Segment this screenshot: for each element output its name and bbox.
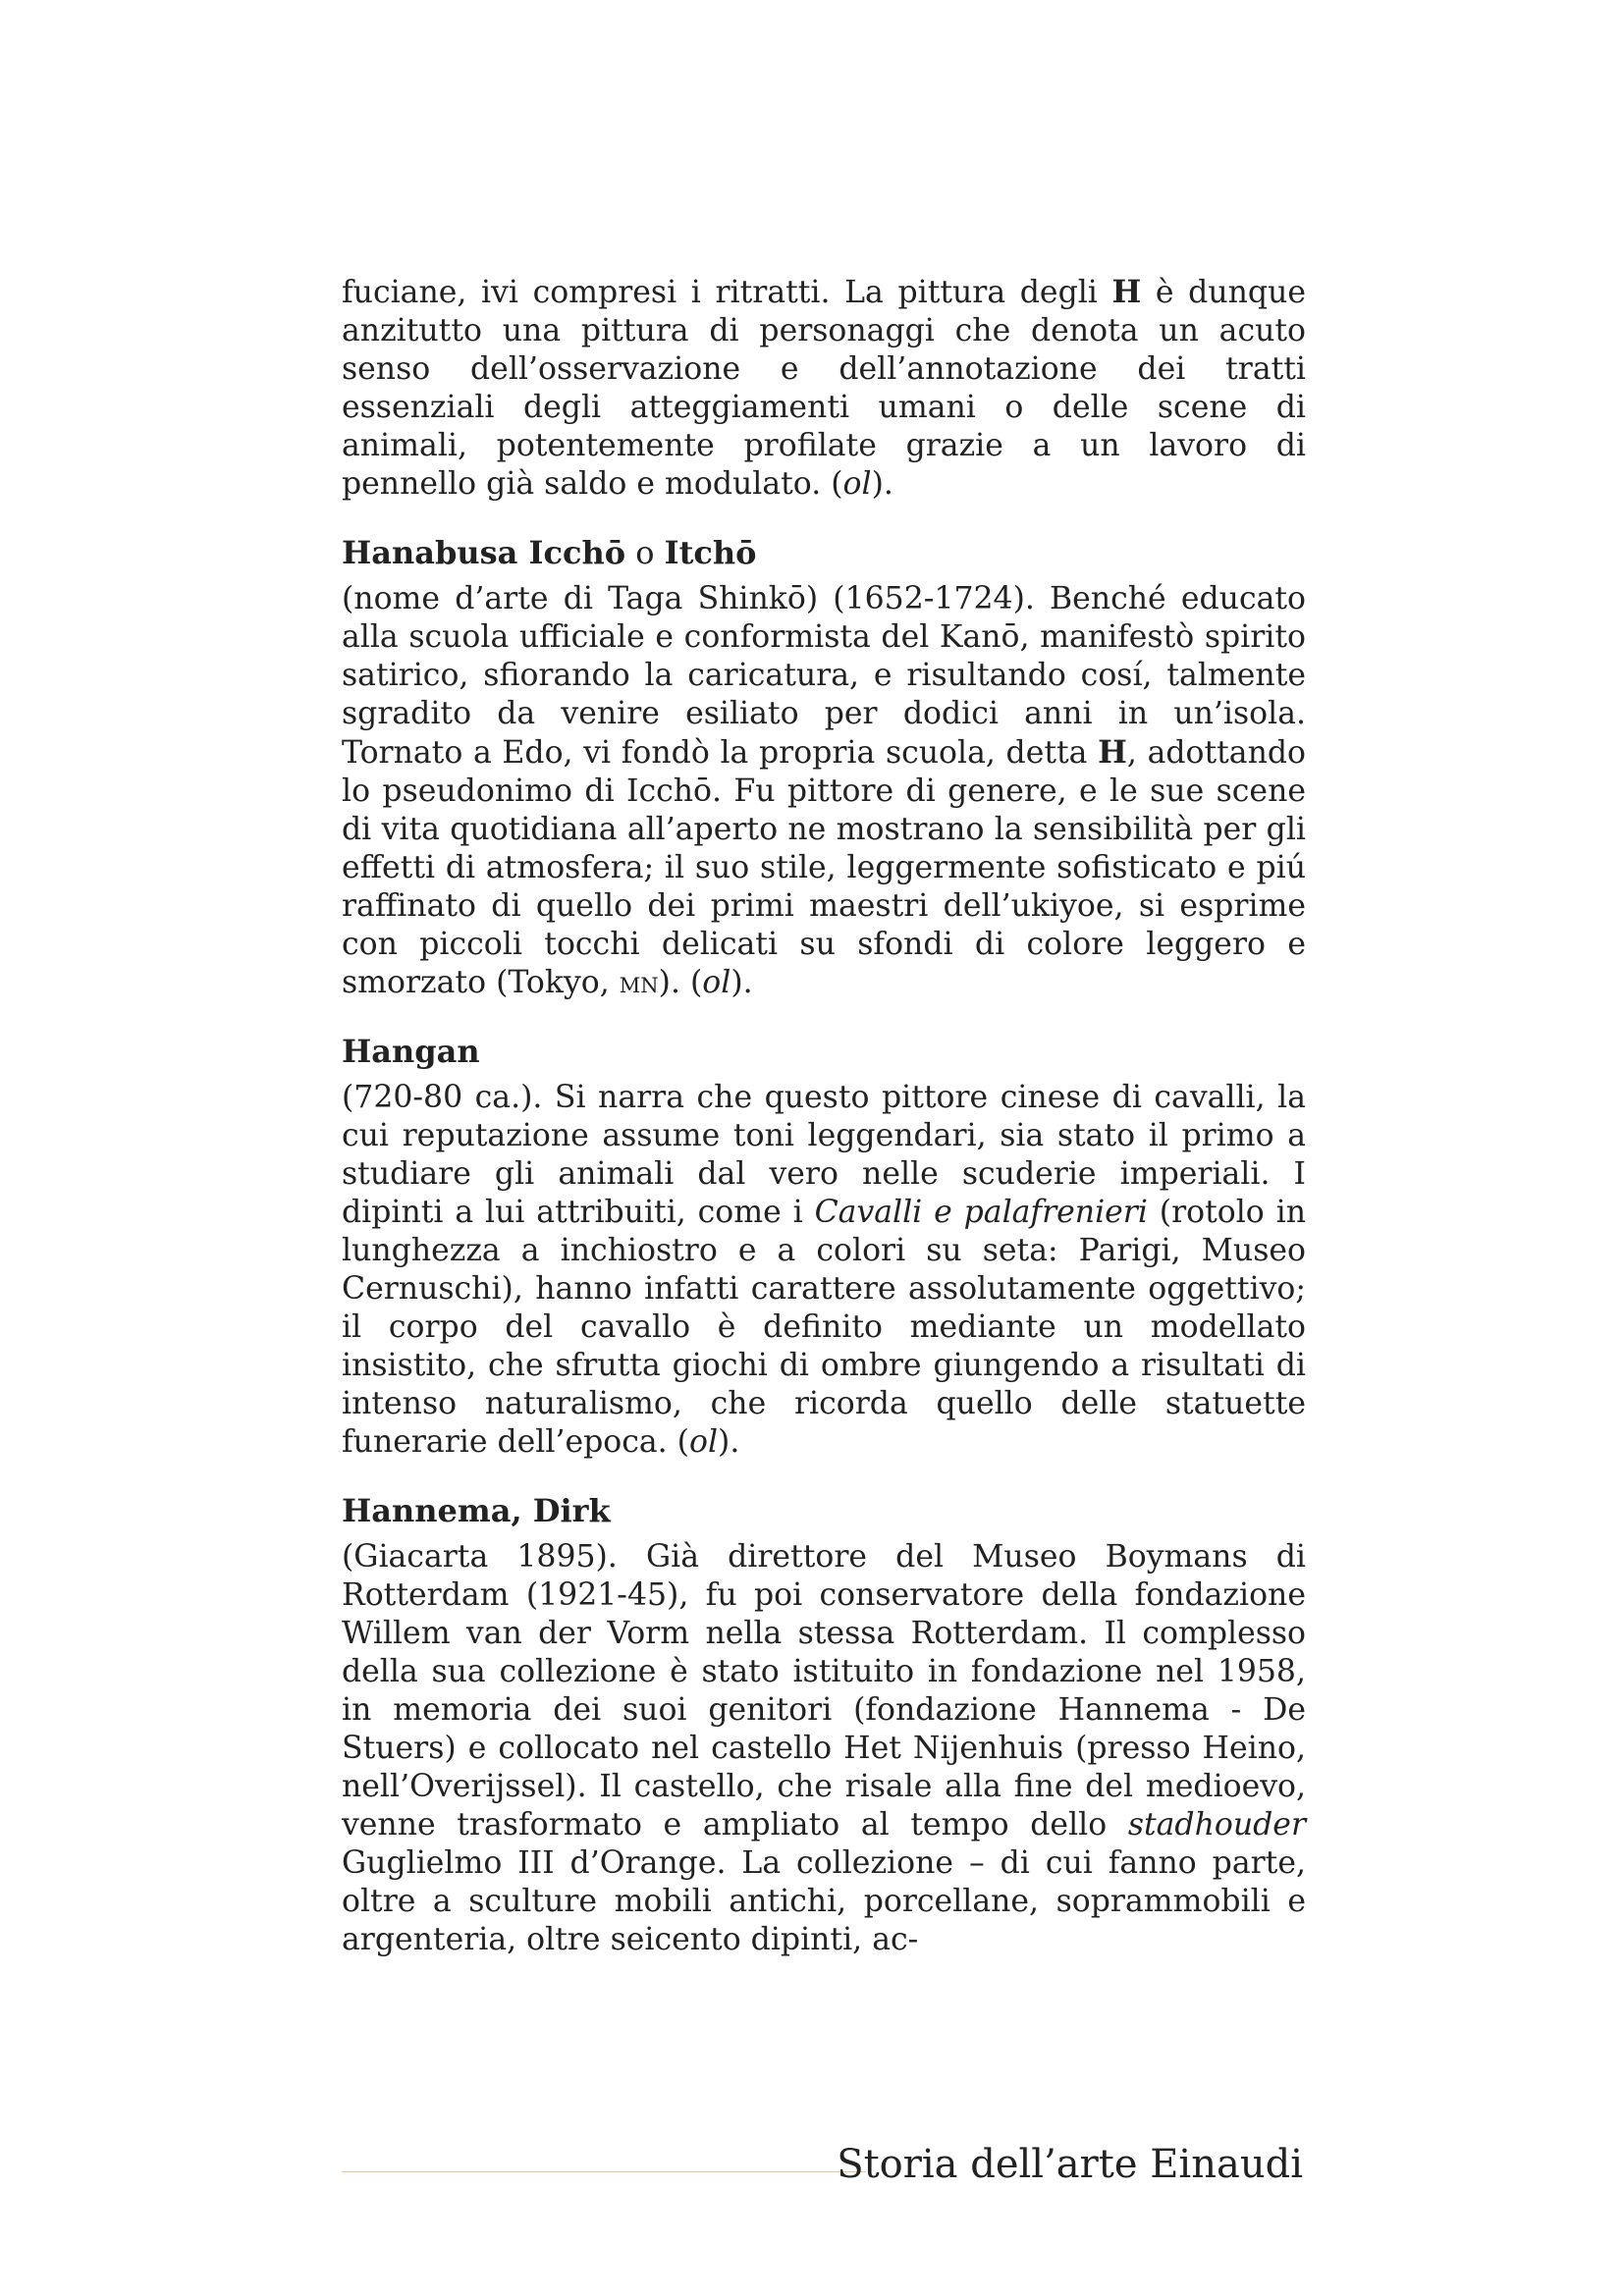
footer-divider bbox=[342, 2171, 866, 2172]
entry-text: (720-80 ca.). Si narra che questo pittore cinese di cavalli, la cui reputazione assume toni leggendari, sia stato il primo a studiare gli animali dal vero nelle scuderie imperiali. I dipinti a lui attribuiti, come i Cavalli e palafrenieri (rotolo in lunghezza a inchiostro e a colori su seta: Parigi, Museo Cernuschi), hanno infatti carattere assolutamente oggettivo; il corpo del cavallo è definito mediante un modellato insistito, che sfrutta giochi di ombre giungendo a risultati di intenso naturalismo, che ricorda quello delle statuette funerarie dell’epoca. (ol). bbox=[342, 1080, 1306, 1460]
headword: Hannema, Dirk bbox=[342, 1492, 611, 1529]
entry-hangan bbox=[342, 1032, 1306, 1462]
entry-hannema-dirk bbox=[342, 1491, 1306, 1959]
page-body bbox=[342, 273, 1306, 1959]
intro-paragraph: fuciane, ivi compresi i ritratti. La pittura degli H è dunque anzitutto una pittura di personaggi che denota un acuto senso dell’osservazione e dell’annotazione dei tratti essenziali degli atteggiamenti umani o delle scene di animali, potentemente profilate grazie a un lavoro di pennello già saldo e modulato. (ol). bbox=[342, 274, 1307, 502]
entry-hanabusa-iccho bbox=[342, 533, 1306, 1002]
entry-text: (Giacarta 1895). Già direttore del Museo Boymans di Rotterdam (1921-45), fu poi conservatore della fondazione Willem van der Vorm nella stessa Rotterdam. Il complesso della sua collezione è stato istituito in fondazione nel 1958, in memoria dei suoi genitori (fondazione Hannema - De Stuers) e collocato nel castello Het Nijenhuis (presso Heino, nell’Overijssel). Il castello, che risale alla fine del medioevo, venne trasformato e ampliato al tempo dello stadhouder Guglielmo III d’Orange. La collezione – di cui fanno parte, oltre a sculture mobili antichi, porcellane, soprammobili e argenteria, oltre seicento dipinti, ac- bbox=[342, 1539, 1306, 1957]
headword: Hangan bbox=[342, 1033, 480, 1070]
headword: Hanabusa Icchō o Itchō bbox=[342, 534, 757, 571]
entry-text: (nome d’arte di Taga Shinkō) (1652-1724). Benché educato alla scuola ufficiale e conformista del Kanō, manifestò spirito satirico, sfiorando la caricatura, e risultando cosí, talmente sgradito da venire esiliato per dodici anni in un’isola. Tornato a Edo, vi fondò la propria scuola, detta H, adottando lo pseudonimo di Icchō. Fu pittore di genere, e le sue scene di vita quotidiana all’aperto ne mostrano la sensibilità per gli effetti di atmosfera; il suo stile, leggermente sofisticato e piú raffinato di quello dei primi maestri dell’ukiyoe, si esprime con piccoli tocchi delicati su sfondi di colore leggero e smorzato (Tokyo, mn). (ol). bbox=[342, 581, 1306, 1000]
footer-title: Storia dell’arte Einaudi bbox=[837, 2142, 1303, 2187]
